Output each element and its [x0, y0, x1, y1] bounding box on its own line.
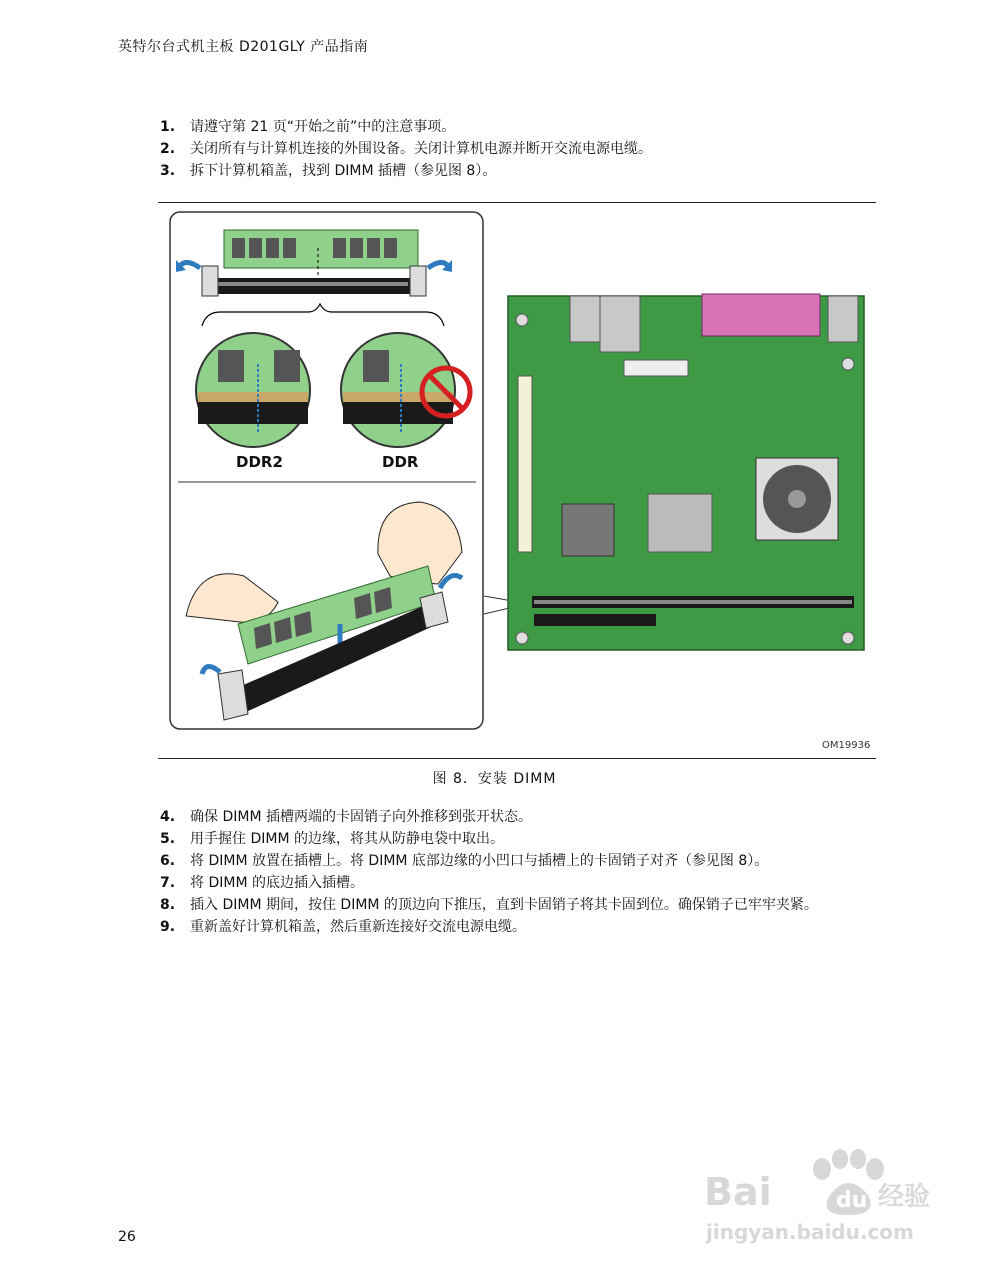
watermark-brand-du: du [836, 1188, 868, 1213]
ddr2-magnifier [196, 333, 310, 447]
step-number: 8. [160, 897, 176, 913]
figure-id: OM19936 [822, 740, 871, 751]
running-header: 英特尔台式机主板 D201GLY 产品指南 [118, 39, 369, 55]
step-number: 5. [160, 831, 176, 847]
list-item [160, 872, 880, 894]
figure-bottom-rule [158, 758, 876, 759]
step-number: 2. [160, 141, 176, 157]
list-item [160, 916, 880, 938]
step-number: 1. [160, 119, 176, 135]
baidu-jingyan-watermark [700, 1135, 940, 1255]
step-text: 插入 DIMM 期间，按住 DIMM 的顶边向下推压，直到卡固销子将其卡固到位。确保销子已牢牢夹紧。 [190, 897, 818, 913]
ddr-magnifier [341, 333, 455, 447]
label-ddr: DDR [382, 453, 419, 471]
list-item [160, 806, 880, 828]
steps-list-before [160, 116, 880, 182]
list-item [160, 160, 880, 182]
figure-install-dimm [158, 204, 876, 756]
motherboard [508, 294, 864, 650]
list-item [160, 850, 880, 872]
step-text: 关闭所有与计算机连接的外围设备。关闭计算机电源并断开交流电源电缆。 [190, 141, 652, 157]
step-text: 确保 DIMM 插槽两端的卡固销子向外推移到张开状态。 [190, 809, 532, 825]
list-item [160, 138, 880, 160]
page-number: 26 [118, 1229, 136, 1245]
watermark-brand: Bai [704, 1170, 772, 1214]
steps-list-after [160, 806, 880, 938]
watermark-url: jingyan.baidu.com [706, 1220, 914, 1244]
step-text: 拆下计算机箱盖，找到 DIMM 插槽（参见图 8）。 [190, 163, 497, 179]
figure-top-rule [158, 202, 876, 203]
step-number: 7. [160, 875, 176, 891]
list-item [160, 894, 880, 916]
list-item [160, 828, 880, 850]
label-ddr2: DDR2 [236, 453, 283, 471]
step-number: 4. [160, 809, 176, 825]
step-number: 6. [160, 853, 176, 869]
watermark-brand-cn: 经验 [878, 1182, 931, 1212]
list-item [160, 116, 880, 138]
step-number: 9. [160, 919, 176, 935]
figure-caption: 图 8．安装 DIMM [432, 771, 557, 787]
step-text: 用手握住 DIMM 的边缘，将其从防静电袋中取出。 [190, 831, 504, 847]
step-text: 请遵守第 21 页“开始之前”中的注意事项。 [190, 119, 456, 135]
step-text: 将 DIMM 的底边插入插槽。 [190, 875, 364, 891]
step-text: 重新盖好计算机箱盖，然后重新连接好交流电源电缆。 [190, 919, 526, 935]
step-text: 将 DIMM 放置在插槽上。将 DIMM 底部边缘的小凹口与插槽上的卡固销子对齐（参见图 8）。 [190, 853, 769, 869]
step-number: 3. [160, 163, 176, 179]
